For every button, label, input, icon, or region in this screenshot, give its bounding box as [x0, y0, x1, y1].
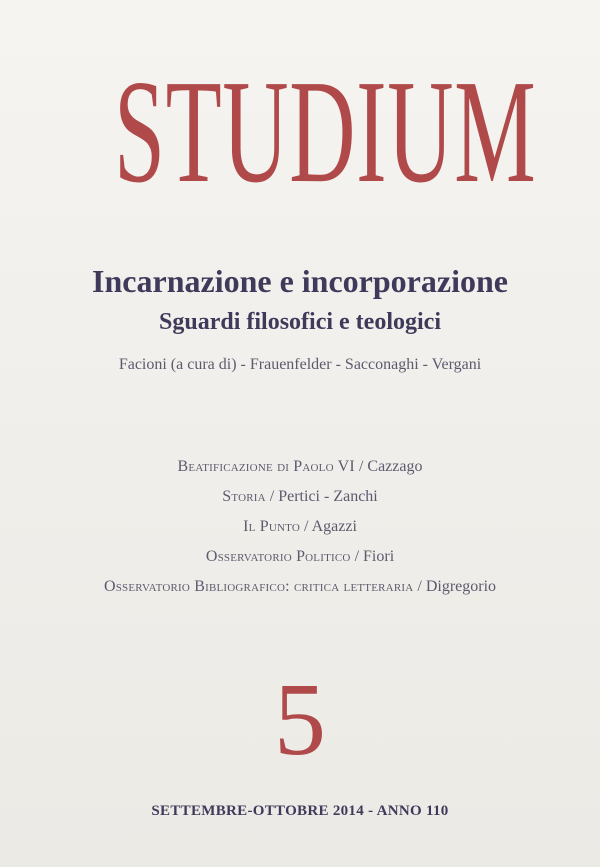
toc-separator: / — [354, 458, 368, 475]
issue-authors: Facioni (a cura di) - Frauenfelder - Sacconaghi - Vergani — [118, 356, 482, 373]
toc-separator: / — [265, 488, 279, 505]
issue-dateline: SETTEMBRE-OTTOBRE 2014 - ANNO 110 — [151, 803, 449, 819]
toc-section: Osservatorio Bibliografico: critica letteraria — [103, 578, 414, 595]
toc-item-beatificazione — [0, 452, 600, 482]
issue-subtitle: Sguardi filosofici e teologici — [159, 309, 441, 335]
table-of-contents — [0, 452, 600, 602]
toc-section: Storia — [222, 488, 266, 505]
issue-title: Incarnazione e incorporazione — [92, 263, 508, 299]
toc-section: Osservatorio Politico — [205, 548, 351, 565]
toc-section: Beatificazione di Paolo VI — [177, 458, 355, 475]
toc-separator: / — [300, 518, 312, 535]
toc-separator: / — [413, 578, 426, 595]
toc-item-osservatorio-politico — [0, 542, 600, 572]
toc-separator: / — [350, 548, 364, 565]
toc-section: Il Punto — [243, 518, 301, 535]
toc-item-il-punto — [0, 512, 600, 542]
toc-author: Cazzago — [367, 458, 423, 475]
toc-item-osservatorio-bibliografico — [0, 572, 600, 602]
toc-author: Pertici - Zanchi — [278, 488, 378, 505]
masthead-title: STUDIUM — [114, 50, 537, 214]
toc-author: Agazzi — [311, 518, 357, 535]
toc-item-storia — [0, 482, 600, 512]
toc-author: Fiori — [363, 548, 395, 565]
issue-number: 5 — [274, 662, 326, 777]
toc-author: Digregorio — [425, 578, 497, 595]
